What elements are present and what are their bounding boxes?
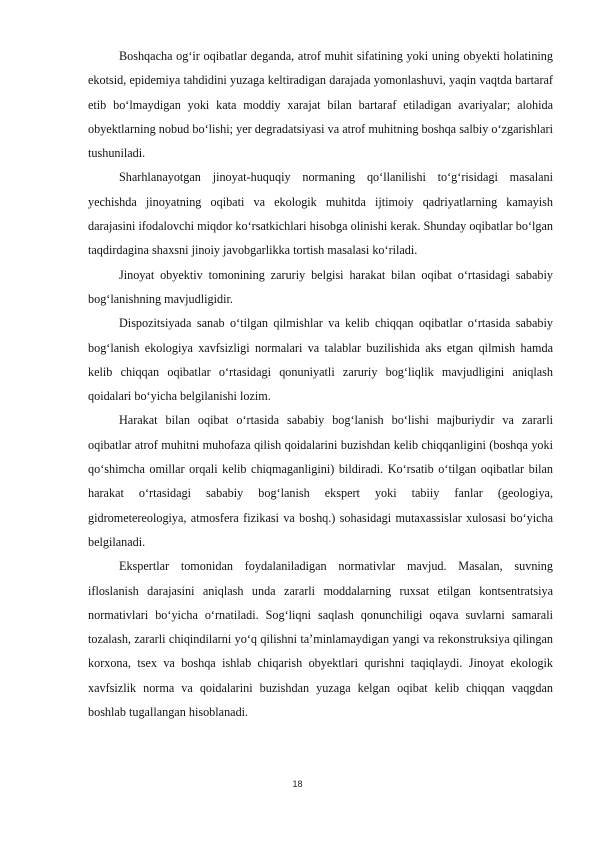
paragraph-4: Dispozitsiyada sanab o‘tilgan qilmishlar va kelib chiqqan oqibatlar o‘rtasida sababiy bog‘lanish ekologiya xavfsizligi normalari va talablar buzilishida aks etgan qilmish hamda kelib chiqqan oqibatlar o‘rtasidagi qonuniyatli zaruriy bog‘liqlik mavjudligini aniqlash qoidalari bo‘yicha belgilanishi lozim. xyxy=(88,316,553,404)
paragraph-6: Ekspertlar tomonidan foydalaniladigan normativlar mavjud. Masalan, suvning ifloslanish darajasini aniqlash unda zararli moddalarning ruxsat etilgan kontsentratsiya normativlari bo‘yicha o‘rnatiladi. Sog‘liqni saqlash qonunchiligi oqava suvlarni samarali tozalash, zararli chiqindilarni yo‘q qilishni ta’minlamaydigan yangi va rekonstruksiya qilingan korxona, tsex va boshqa ishlab chiqarish obyektlari qurishni taqiqlaydi. Jinoyat ekologik xavfsizlik norma va qoidalarini buzishdan yuzaga kelgan oqibat kelib chiqqan vaqgdan boshlab tugallangan hisoblanadi. xyxy=(88,559,553,720)
document-body xyxy=(88,44,553,724)
paragraph-3: Jinoyat obyektiv tomonining zaruriy belgisi harakat bilan oqibat o‘rtasidagi sababiy bog‘lanishning mavjudligidir. xyxy=(88,267,553,306)
paragraph-1: Boshqacha og‘ir oqibatlar deganda, atrof muhit sifatining yoki uning obyekti holatining ekotsid, epidemiya tahdidini yuzaga keltiradigan darajada yomonlashuvi, yaqin vaqtda bartaraf etib bo‘lmaydigan yoki kata moddiy xarajat bilan bartaraf etiladigan avariyalar; alohida obyektlarning nobud bo‘lishi; yer degradatsiyasi va atrof muhitning boshqa salbiy o‘zgarishlari tushuniladi. xyxy=(88,49,553,161)
page-number: 18 xyxy=(292,779,303,789)
paragraph-2: Sharhlanayotgan jinoyat-huquqiy normaning qo‘llanilishi to‘g‘risidagi masalani yechishda jinoyatning oqibati va ekologik muhitda ijtimoiy qadriyatlarning kamayish darajasini ifodalovchi miqdor ko‘rsatkichlari hisobga olinishi kerak. Shunday oqibatlar bo‘lgan taqdirdagina shaxsni jinoiy javobgarlikka tortish masalasi ko‘riladi. xyxy=(88,170,553,258)
paragraph-5: Harakat bilan oqibat o‘rtasida sababiy bog‘lanish bo‘lishi majburiydir va zararli oqibatlar atrof muhitni muhofaza qilish qoidalarini buzishdan kelib chiqqanligini (boshqa yoki qo‘shimcha omillar orqali kelib chiqmaganligini) bildiradi. Ko‘rsatib o‘tilgan oqibatlar bilan harakat o‘rtasidagi sababiy bog‘lanish ekspert yoki tabiiy fanlar (geologiya, gidrometereologiya, atmosfera fizikasi va boshq.) sohasidagi mutaxassislar xulosasi bo‘yicha belgilanadi. xyxy=(88,413,553,549)
